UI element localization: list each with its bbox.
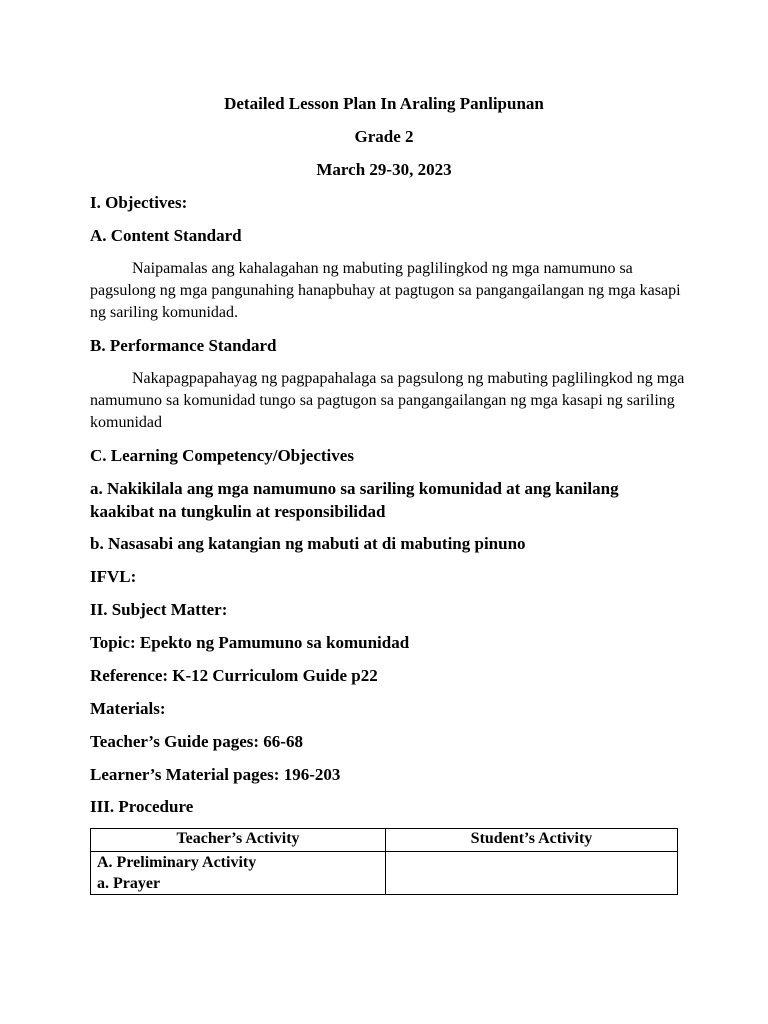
ifvl-label: IFVL: [90,567,137,586]
document-title: Detailed Lesson Plan In Araling Panlipunan [224,94,544,113]
content-standard-heading: A. Content Standard [90,226,242,245]
table-row [91,852,678,895]
learners-material-line: Learner’s Material pages: 196-203 [90,765,341,784]
learning-competency-heading: C. Learning Competency/Objectives [90,446,354,465]
student-activity-cell [386,852,678,895]
teacher-activity-header: Teacher’s Activity [91,829,386,852]
objectives-heading: I. Objectives: [90,193,188,212]
content-standard-text: Naipamalas ang kahalagahan ng mabuting paglilingkod ng mga namumuno sa pagsulong ng mga pangunahing hanapbuhay at pagtugon sa pangangailangan ng mga kasapi ng sariling komunidad. [90,260,681,321]
performance-standard-text: Nakapagpapahayag ng pagpapahalaga sa pagsulong ng mabuting paglilingkod ng mga namumuno sa komunidad tungo sa pagtugon sa pangangailangan ng mga kasapi ng sariling komunidad [90,370,685,431]
table-header-row [91,829,678,852]
reference-line: Reference: K-12 Curriculom Guide p22 [90,666,378,685]
procedure-table [90,828,678,895]
materials-label: Materials: [90,699,166,718]
objective-a-line2: kaakibat na tungkulin at responsibilidad [90,502,386,521]
performance-standard-heading: B. Performance Standard [90,336,277,355]
prayer-label: a. Prayer [97,875,161,892]
topic-line: Topic: Epekto ng Pamumuno sa komunidad [90,633,410,652]
procedure-heading: III. Procedure [90,797,194,816]
objective-b: b. Nasasabi ang katangian ng mabuti at di mabuting pinuno [90,534,526,553]
teachers-guide-line: Teacher’s Guide pages: 66-68 [90,732,303,751]
teacher-activity-cell [91,852,386,895]
objective-a-line1: a. Nakikilala ang mga namumuno sa sariling komunidad at ang kanilang [90,479,619,498]
student-activity-header: Student’s Activity [386,829,678,852]
subject-matter-heading: II. Subject Matter: [90,600,228,619]
grade-level: Grade 2 [354,127,414,146]
preliminary-activity-label: A. Preliminary Activity [97,854,257,871]
lesson-date: March 29-30, 2023 [316,160,452,179]
